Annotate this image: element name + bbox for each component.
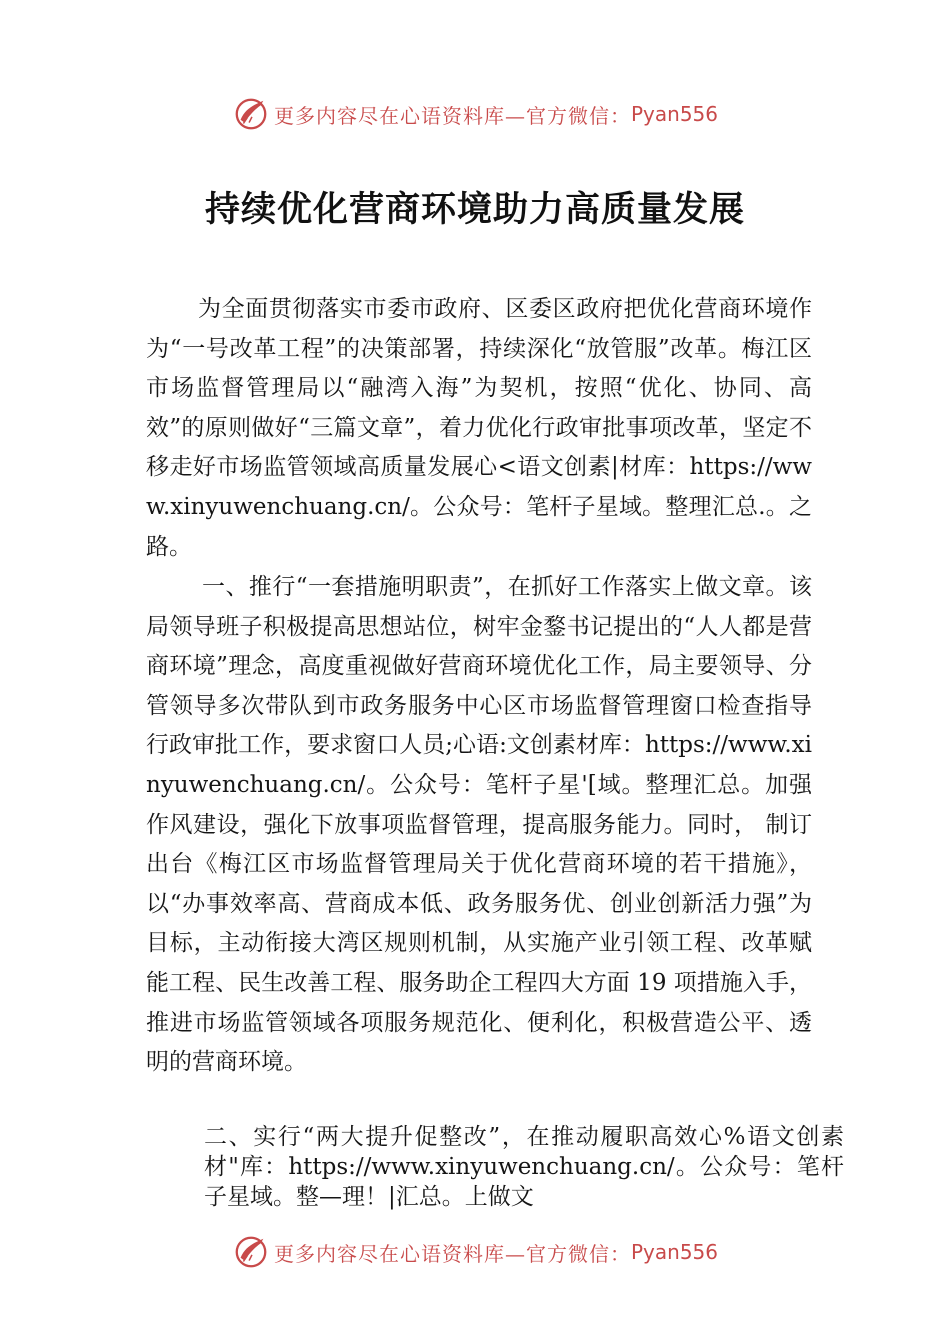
banner-text: 更多内容尽在心语资料库—官方微信： xyxy=(273,103,631,128)
document-title: 持续优化营商环境助力高质量发展 xyxy=(204,189,745,230)
paragraph-section-one: 一、推行“一套措施明职责”，在抓好工作落实上做文章。该局领导班子积极提高思想站位，树牢金鍪书记提出的“人人都是营商环境”理念，高度重视做好营商环境优化工作，局主要领导、分管领导多次带队到市政务服务中心区市场监督管理窗口检查指导行政审批工作，要求窗口人员;心语:文创素材库：https://www.xinyuwenchuang.cn/。公众号：笔杆子星'[域。整理汇总。加强作风建设，强化下放事项监督管理，提高服务能力。同时， 制订出台《梅江区市场监督管理局关于优化营商环境的若干措施》，以“办事效率高、营商成本低、政务服务优、创业创新活力强”为目标，主动衔接大湾区规则机制，从实施产业引领工程、改革赋能工程、民生改善工程、服务助企工程四大方面 19 项措施入手，推进市场监管领域各项服务规范化、便利化，积极营造公平、透明的营商环境。 xyxy=(146,574,812,1076)
banner-text: 更多内容尽在心语资料库—官方微信： xyxy=(273,1241,631,1266)
banner-wechat-id: Pyan556 xyxy=(630,102,718,126)
footer-watermark-banner xyxy=(0,1232,950,1272)
brush-logo-icon xyxy=(232,95,270,133)
brush-logo-icon xyxy=(232,1233,270,1271)
banner-wechat-id: Pyan556 xyxy=(630,1240,718,1264)
paragraph-section-two: 二、实行“两大提升促整改”，在推动履职高效心%语文创素材"库：https://www.xinyuwenchuang.cn/。公众号：笔杆子星域。整—理！|汇总。上做文 xyxy=(204,1124,844,1210)
header-watermark-banner xyxy=(0,94,950,134)
paragraph-intro: 为全面贯彻落实市委市政府、区委区政府把优化营商环境作为“一号改革工程”的决策部署，持续深化“放管服”改革。梅江区市场监督管理局以“融湾入海”为契机，按照“优化、协同、高效”的原则做好“三篇文章”，着力优化行政审批事项改革，坚定不移走好市场监管领域高质量发展心<语文创素|材库：https://www.xinyuwenchuang.cn/。公众号：笔杆子星域。整理汇总.。之路。 xyxy=(146,296,812,560)
